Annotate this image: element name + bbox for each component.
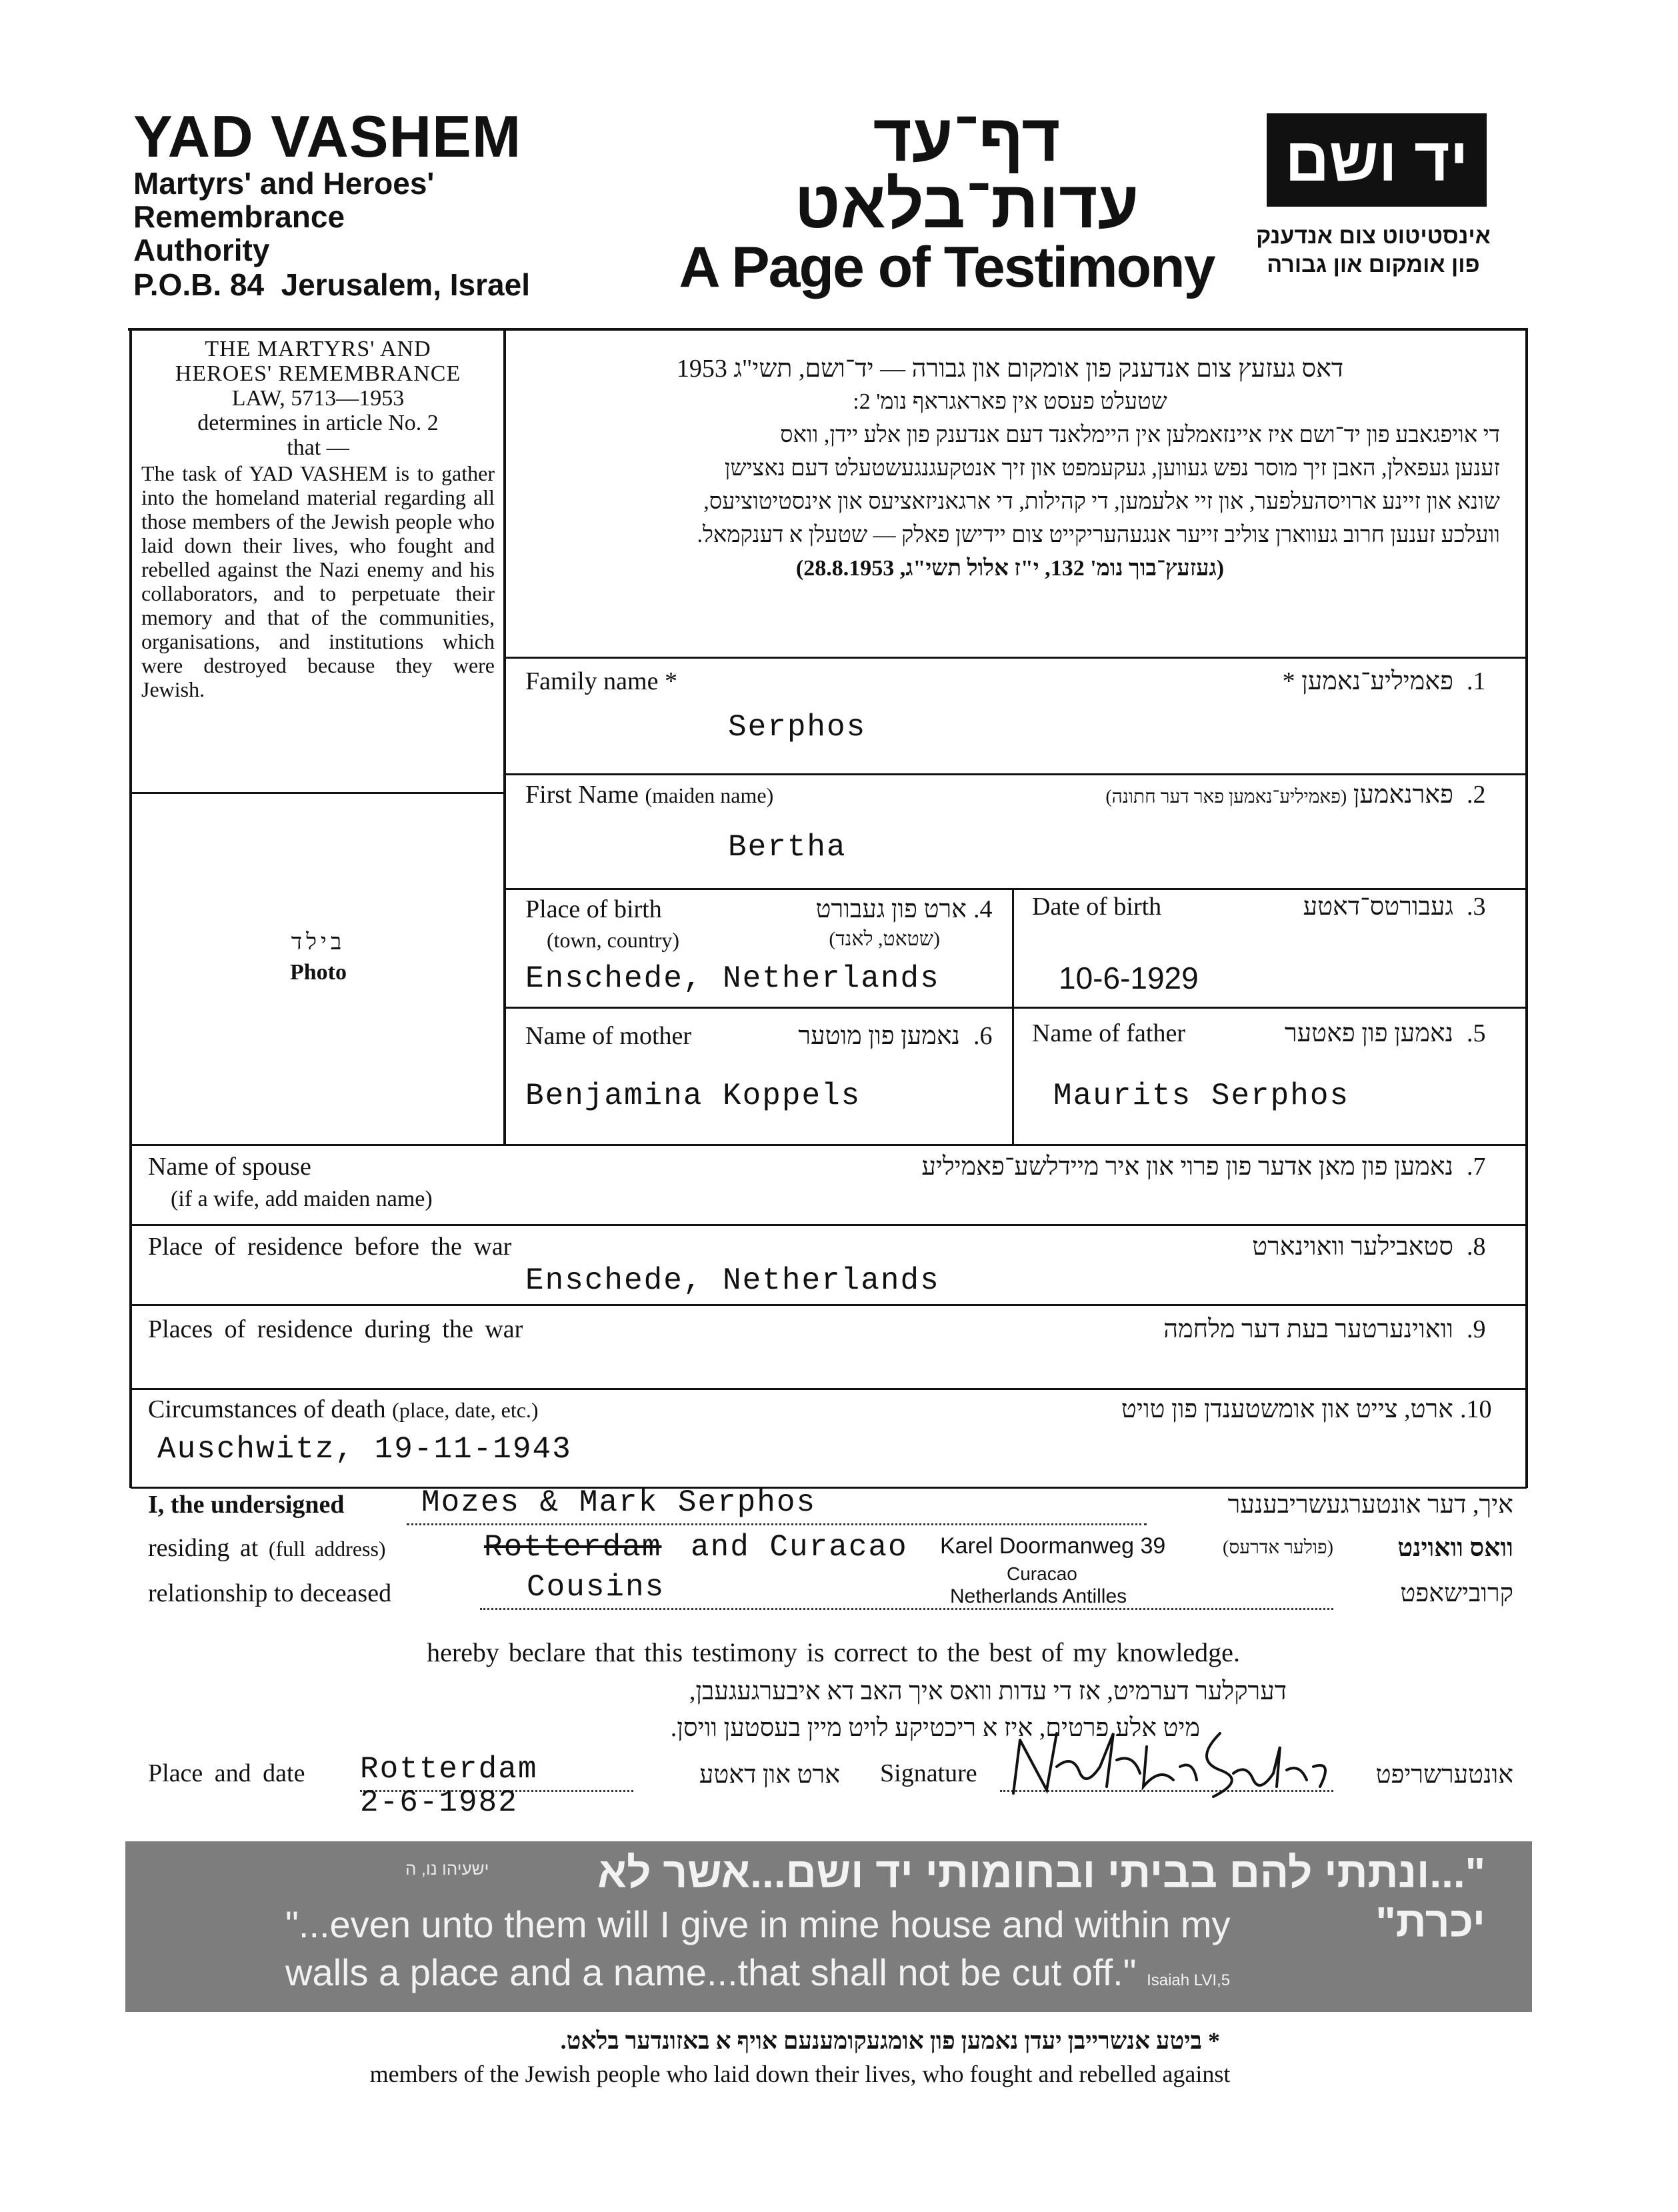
mother-name-value[interactable]: Benjamina Koppels <box>525 1079 861 1113</box>
residing-value[interactable]: and Curacao <box>691 1530 908 1565</box>
residing-heb: וואס וואוינט <box>1397 1534 1513 1562</box>
row-divider <box>131 1144 1527 1146</box>
banner-hebrew-ref: ישעיהו נו, ה <box>405 1859 489 1879</box>
mother-name-label: Name of mother <box>525 1022 692 1050</box>
family-name-label: Family name * <box>525 667 677 695</box>
residing-text: residing at <box>148 1534 259 1562</box>
page-title: A Page of Testimony <box>679 235 1215 299</box>
photo-heb: בילד <box>291 930 346 955</box>
first-name-label-text: First Name <box>525 781 639 809</box>
undersigned-line <box>407 1523 1147 1525</box>
spouse-heb: נאמען פון מאן אדער פון פרוי און איר מיידלשע־פאמיליע <box>921 1153 1453 1181</box>
law-text: determines in article No. 2 <box>197 411 439 435</box>
field-number: .3 <box>1467 893 1486 921</box>
declaration-heb: מיט אלע פרטים, איז א ריכטיקע לויט מיין בעסטען וויסן. <box>670 1714 1200 1742</box>
spouse-label: Name of spouse <box>148 1153 311 1181</box>
relationship-heb: קרובישאפט <box>1400 1579 1513 1607</box>
residence-during-war-heb: וואוינערטער בעת דער מלחמה <box>1163 1315 1453 1343</box>
residing-small: (full address) <box>268 1537 386 1561</box>
row-divider <box>505 1007 1527 1009</box>
residence-during-war-label: Places of residence during the war <box>148 1315 523 1343</box>
relationship-label: relationship to deceased <box>148 1579 392 1607</box>
relationship-value[interactable]: Cousins <box>527 1570 665 1605</box>
law-title: THE MARTYRS' AND <box>205 337 431 361</box>
yiddish-title-1: דף־עד <box>873 101 1061 175</box>
org-block <box>133 103 560 303</box>
row-divider <box>131 1304 1527 1306</box>
field-number: .8 <box>1467 1233 1486 1261</box>
first-name-heb-small: (פאמיליע־נאמען פאר דער חתונה) <box>1105 787 1347 807</box>
place-of-birth-small: (town, country) <box>547 928 680 952</box>
law-title: LAW, 5713—1953 <box>231 386 405 411</box>
residing-address-2: Curacao <box>1007 1563 1077 1584</box>
first-name-heb <box>933 780 1453 809</box>
undersigned-value[interactable]: Mozes & Mark Serphos <box>421 1485 817 1520</box>
signature-label: Signature <box>880 1759 977 1787</box>
frame-bottom <box>131 1487 1527 1489</box>
field-number: .4 <box>973 895 993 923</box>
place-of-birth-heb: ארט פון געבורט <box>815 895 967 923</box>
yiddish-law-line: (געזעץ־בוך נומ' 132, י"ז אלול תשי"ג, 28.8.1953) <box>795 556 1225 581</box>
date-of-birth-heb: געבורטס־דאטע <box>1303 893 1453 921</box>
row-divider <box>505 657 1527 659</box>
first-name-heb-text: פארנאמען <box>1353 781 1453 809</box>
yiddish-law-line: שונא און זיינע ארויסהעלפער, און זיי אלעמען, די קהילות, די ארגאניזאציעס און אינסטיטוציעס, <box>703 489 1500 514</box>
yiddish-law-line: זענען געפאלן, האבן זיך מוסר נפש געווען, געקעמפט און זיך אנטקעגנגעשטעלט דעם נאצישן <box>724 456 1500 481</box>
family-name-heb: פאמיליע־נאמען * <box>1282 667 1453 695</box>
yiddish-law-line: די אויפגאבע פון יד־ושם איז איינזאמלען אין היימלאנד דעם אנדענק פון אלע יידן, וואס <box>780 423 1500 447</box>
field-number: .5 <box>1467 1019 1486 1047</box>
residence-before-war-label: Place of residence before the war <box>148 1233 512 1261</box>
residence-before-war-heb: סטאבילער וואוינארט <box>1252 1233 1453 1261</box>
frame-top <box>128 328 1528 331</box>
org-line: Authority <box>133 233 270 267</box>
date-of-birth-value[interactable]: 10-6-1929 <box>1059 961 1199 995</box>
row-divider <box>505 773 1527 775</box>
field-number: .2 <box>1467 781 1486 809</box>
row-divider <box>131 1388 1527 1390</box>
logo-caption: פון אומקום און גבורה <box>1267 252 1480 277</box>
row-divider <box>131 1224 1527 1226</box>
left-column-divider <box>503 328 506 1145</box>
spouse-label-small: (if a wife, add maiden name) <box>171 1187 433 1211</box>
death-circumstances-small: (place, date, etc.) <box>392 1398 539 1422</box>
yad-vashem-logo <box>1267 113 1487 207</box>
org-name: YAD VASHEM <box>133 103 522 169</box>
first-name-label <box>525 780 773 809</box>
photo-label: Photo <box>290 960 347 985</box>
place-of-birth-label: Place of birth <box>525 895 662 923</box>
place-date-label: Place and date <box>148 1759 305 1787</box>
yiddish-law-line: שטעלט פעסט אין פאראגראף נומ' 2: <box>853 389 1167 414</box>
yiddish-law-line: דאס געזעץ צום אנדענק פון אומקום און גבורה — יד־ושם, תשי"ג 1953 <box>676 355 1344 383</box>
first-name-value[interactable]: Bertha <box>728 830 847 865</box>
field-number: .9 <box>1467 1315 1486 1343</box>
mid-divider <box>1012 888 1014 1145</box>
frame-left <box>129 328 132 1488</box>
field-number: .6 <box>973 1022 993 1050</box>
residing-address-3: Netherlands Antilles <box>950 1585 1127 1607</box>
law-text: that — <box>287 435 349 460</box>
date-of-birth-label: Date of birth <box>1032 893 1162 921</box>
death-circumstances-value[interactable]: Auschwitz, 19-11-1943 <box>157 1432 572 1467</box>
banner-english <box>285 1951 1230 1994</box>
death-circumstances-text: Circumstances of death <box>148 1395 386 1423</box>
org-address: P.O.B. 84 Jerusalem, Israel <box>133 267 530 302</box>
footer-yiddish: * ביטע אנשרייבן יעדן נאמען פון אומגעקומענעם אויף א באזונדער בלאט. <box>560 2027 1220 2054</box>
first-name-label-small: (maiden name) <box>645 783 774 807</box>
banner-english-ref: Isaiah LVI,5 <box>1147 1971 1231 1989</box>
row-divider <box>505 888 1527 890</box>
logo-text: יד ושם <box>1285 126 1469 194</box>
law-box <box>141 337 495 701</box>
law-body: The task of YAD VASHEM is to gather into the homeland material regarding all those members of the Jewish people who laid down their lives, who fought and rebelled against the Nazi enemy and his collaborators, and to perpetuate their memory and that of the communities, organisations, and institutions which were destroyed because they were Jewish. <box>141 461 495 701</box>
field-number: .1 <box>1467 667 1486 695</box>
logo-caption: אינסטיטוט צום אנדענק <box>1256 223 1491 249</box>
undersigned-label: I, the undersigned <box>148 1491 345 1519</box>
yiddish-law-line: וועלכע זענען חרוב געווארן צוליב זייער אנגעהעריקייט צום יידישן פאלק — שטעלן א דענקמאל. <box>697 523 1500 547</box>
declaration-en: hereby beclare that this testimony is correct to the best of my knowledge. <box>427 1637 1240 1667</box>
undersigned-heb: איך, דער אונטערגעשריבענער <box>1227 1491 1513 1519</box>
law-title: HEROES' REMEMBRANCE <box>175 361 461 386</box>
death-circumstances-heb: ארט, צייט און אומשטענדן פון טויט <box>1121 1395 1453 1423</box>
law-photo-divider <box>131 792 505 794</box>
place-value[interactable]: Rotterdam <box>360 1752 538 1787</box>
org-line: Remembrance <box>133 199 345 234</box>
field-number: .10 <box>1460 1395 1492 1423</box>
banner-english-line: walls a place and a name...that shall not be cut off." <box>285 1951 1137 1993</box>
father-name-heb: נאמען פון פאטער <box>1284 1019 1453 1047</box>
date-value[interactable]: 2-6-1982 <box>360 1785 518 1820</box>
mother-name-heb: נאמען פון מוטער <box>798 1022 960 1050</box>
frame-right <box>1525 328 1528 1488</box>
place-of-birth-heb-small: (שטאט, לאנד) <box>829 928 940 950</box>
yiddish-title-2: עדות־בלאט <box>794 167 1139 242</box>
banner-hebrew: "...ונתתי להם בביתי ובחומותי יד ושם...אשר לא יכרת" <box>597 1849 1485 1946</box>
family-name-value[interactable]: Serphos <box>728 710 867 745</box>
residing-heb-small: (פולער אדרעס) <box>1223 1537 1333 1558</box>
declaration-heb: דערקלער דערמיט, אז די עדות וואס איך האב דא איבערגעגעבן, <box>689 1677 1287 1705</box>
org-line: Martyrs' and Heroes' <box>133 166 435 201</box>
place-date-heb: ארט און דאטע <box>699 1761 840 1789</box>
footer-english: members of the Jewish people who laid down their lives, who fought and rebelled against <box>369 2061 1231 2087</box>
field-number: .7 <box>1467 1153 1486 1181</box>
residing-struck-value: Rotterdam <box>484 1530 662 1565</box>
signature-heb: אונטערשריפט <box>1375 1761 1513 1789</box>
residence-before-war-value[interactable]: Enschede, Netherlands <box>525 1263 940 1298</box>
death-circumstances-label <box>148 1395 539 1424</box>
scripture-banner <box>125 1841 1532 2012</box>
yiddish-law <box>520 352 1500 585</box>
handwritten-signature <box>993 1707 1340 1807</box>
banner-english: "...even unto them will I give in mine house and within my <box>285 1903 1231 1945</box>
father-name-label: Name of father <box>1032 1019 1185 1047</box>
father-name-value[interactable]: Maurits Serphos <box>1053 1079 1350 1113</box>
residing-label <box>148 1533 386 1563</box>
relationship-line <box>480 1608 1333 1610</box>
place-of-birth-value[interactable]: Enschede, Netherlands <box>525 961 940 996</box>
residing-address-1: Karel Doormanweg 39 <box>940 1533 1166 1559</box>
